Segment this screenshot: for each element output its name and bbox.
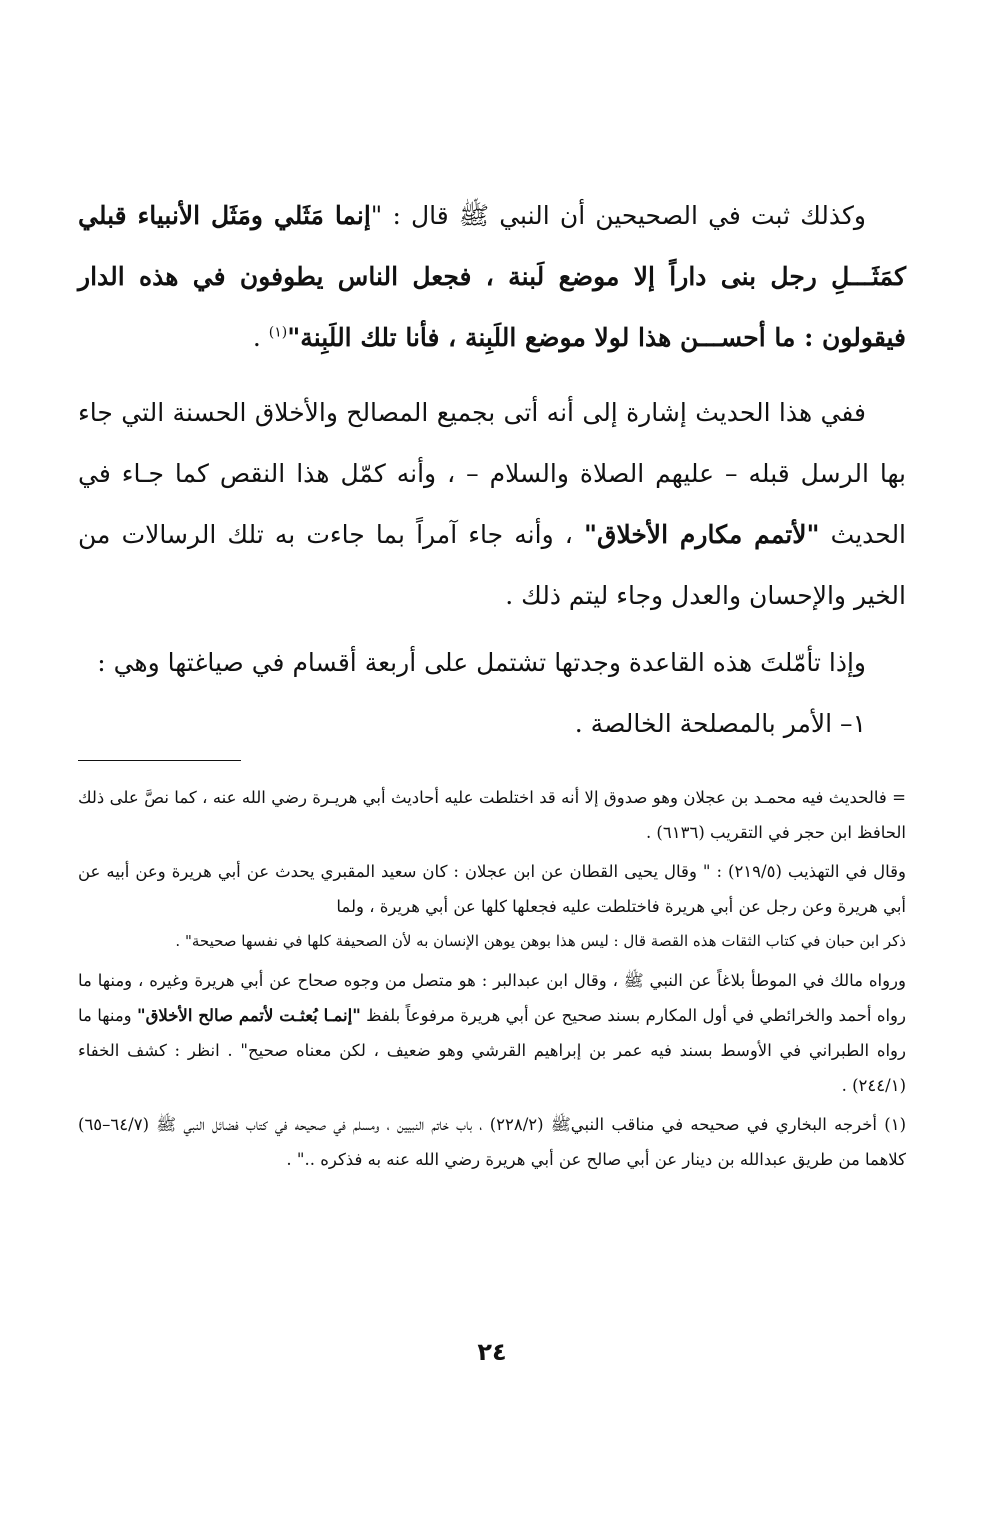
explanation-part-1: ففي هذا الحديث إشارة إلى أنه أتى بجميع المصالح والأخلاق الحسنة التي جاء بها الرسل قبله – عليهم الصلاة والسلام – ، وأنه كمّل هذا النقص كما جـاء في الحديث [78, 398, 907, 549]
footnote-tahdhib-end: ذكر ابن حبان في كتاب الثقات هذه القصة قال : ليس هذا بوهن يوهن الإنسان به لأن الصحيفة كلها في نفسها صحيحة" . [175, 932, 906, 950]
paragraph-rule: وإذا تأمّلتَ هذه القاعدة وجدتها تشتمل على أربعة أقسام في صياغتها وهي : [97, 648, 866, 677]
footnote-malik-part-1: ورواه مالك في الموطأ بلاغاً عن النبي ﷺ ، وقال ابن عبدالبر : هو متصل من وجوه صحاح عن أبي هريرة وغيره ، ومنها ما رواه أحمد والخرائطي في أول المكارم بسند صحيح عن أبي هريرة مرفوعاً بلفظ [78, 971, 906, 1025]
document-page [78, 0, 906, 1513]
footnote-malik [78, 963, 906, 1103]
hadith-intro: وكذلك ثبت في الصحيحين أن النبي ﷺ قال : " [370, 201, 866, 230]
list-item-1: ١– الأمر بالمصلحة الخالصة . [574, 709, 866, 738]
footnote-malik-part-2: ومنها ما رواه الطبراني في الأوسط بسند فيه عمر بن إبراهيم القرشي وهو ضعيف ، لكن معناه صحيح" . انظر : كشف الخفاء (٢٤٤/١) . [78, 1006, 906, 1095]
footnote-tahdhib: وقال في التهذيب (٢١٩/٥) : " وقال يحيى القطان عن ابن عجلان : كان سعيد المقبري يحدث عن أبي هريرة وعن أبيه عن أبي هريرة وعن رجل عن أبي هريرة فاختلطت عليه فجعلها كلها عن أبي هريرة ، ولما [78, 862, 906, 916]
hadith-end: . [252, 323, 269, 352]
page-number: ٢٤ [477, 1338, 507, 1366]
explanation-quote: "لأتمم مكارم الأخلاق" [584, 520, 820, 549]
paragraph-explanation [78, 382, 906, 626]
footnote-ref: (١) [268, 324, 288, 341]
footnotes [78, 780, 906, 1177]
footnote-divider [78, 760, 241, 761]
main-text [78, 185, 906, 754]
explanation-part-2: ، وأنه جاء آمراً بما جاءت به تلك الرسالات من الخير والإحسان والعدل وجاء ليتم ذلك . [78, 520, 906, 610]
footnote-1: (١) أخرجه البخاري في صحيحه في مناقب النبيﷺ (٢٢٨/٢) ، باب خاتم النبيين ، ومسلم في صحيحه في كتاب فضائل النبي ﷺ (٦٤/٧–٦٥) كلاهما من طريق عبدالله بن دينار عن أبي صالح عن أبي هريرة رضي الله عنه به فذكره .." . [78, 1115, 907, 1169]
paragraph-hadith [78, 185, 906, 368]
footnote-malik-quote: "إنمـا بُعثـت لأتمم صالح الأخلاق" [136, 1006, 361, 1025]
hadith-quote-close: " [287, 323, 301, 352]
hadith-quote: إنما مَثَلي ومَثَل الأنبياء قبلي كمَثَـــلِ رجل بنى داراً إلا موضع لَبنة ، فجعل الناس يطوفون في هذه الدار فيقولون : ما أحســـن هذا لولا موضع اللَبِنة ، فأنا تلك اللَبِنة [78, 201, 906, 352]
footnote-continuation: = فالحديث فيه محمـد بن عجلان وهو صدوق إلا أنه قد اختلطت عليه أحاديث أبي هريـرة رضي الله عنه ، كما نصَّ على ذلك الحافظ ابن حجر في التقريب (٦١٣٦) . [78, 788, 906, 842]
